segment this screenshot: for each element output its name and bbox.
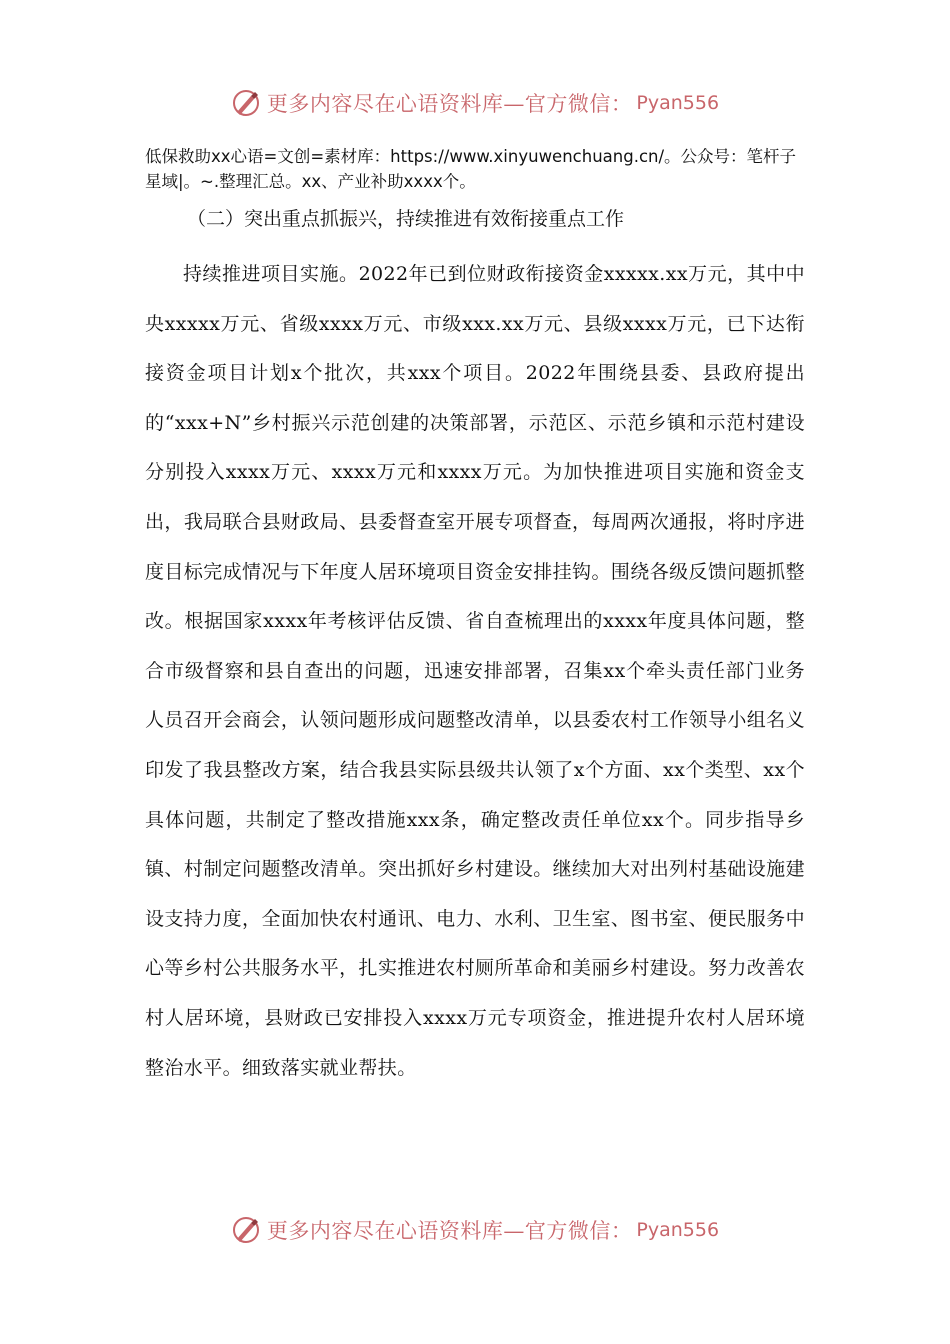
banner-text: 更多内容尽在心语资料库—官方微信： bbox=[266, 1219, 633, 1243]
pen-logo-icon bbox=[231, 1215, 261, 1245]
pen-logo-icon bbox=[231, 88, 261, 118]
banner-wechat-id: Pyan556 bbox=[636, 1219, 720, 1241]
body-paragraph: 持续推进项目实施。2022年已到位财政衔接资金xxxxx.xx万元，其中中央xxxxx万元、省级xxxx万元、市级xxx.xx万元、县级xxxx万元，已下达衔接资金项目计划x个批次，共xxx个项目。2022年围绕县委、县政府提出的“xxx+N”乡村振兴示范创建的决策部署，示范区、示范乡镇和示范村建设分别投入xxxx万元、xxxx万元和xxxx万元。为加快推进项目实施和资金支出，我局联合县财政局、县委督查室开展专项督查，每周两次通报，将时序进度目标完成情况与下年度人居环境项目资金安排挂钩。围绕各级反馈问题抓整改。根据国家xxxx年考核评估反馈、省自查梳理出的xxxx年度具体问题，整合市级督察和县自查出的问题，迅速安排部署，召集xx个牵头责任部门业务人员召开会商会，认领问题形成问题整改清单，以县委农村工作领导小组名义印发了我县整改方案，结合我县实际县级共认领了x个方面、xx个类型、xx个具体问题，共制定了整改措施xxx条，确定整改责任单位xx个。同步指导乡镇、村制定问题整改清单。突出抓好乡村建设。继续加大对出列村基础设施建设支持力度，全面加快农村通讯、电力、水利、卫生室、图书室、便民服务中心等乡村公共服务水平，扎实推进农村厕所革命和美丽乡村建设。努力改善农村人居环境，县财政已安排投入xxxx万元专项资金，推进提升农村人居环境整治水平。细致落实就业帮扶。 bbox=[145, 263, 805, 1079]
header-banner bbox=[0, 83, 950, 123]
intro-paragraph: 低保救助xx心语=文创=素材库：https://www.xinyuwenchuang.cn/。公众号：笔杆子星域|。~.整理汇总。xx、产业补助xxxx个。 bbox=[145, 147, 797, 191]
section-heading: （二）突出重点抓振兴，持续推进有效衔接重点工作 bbox=[187, 208, 625, 230]
banner-wechat-id: Pyan556 bbox=[636, 92, 720, 114]
banner-text: 更多内容尽在心语资料库—官方微信： bbox=[266, 92, 633, 116]
footer-banner bbox=[0, 1210, 950, 1250]
